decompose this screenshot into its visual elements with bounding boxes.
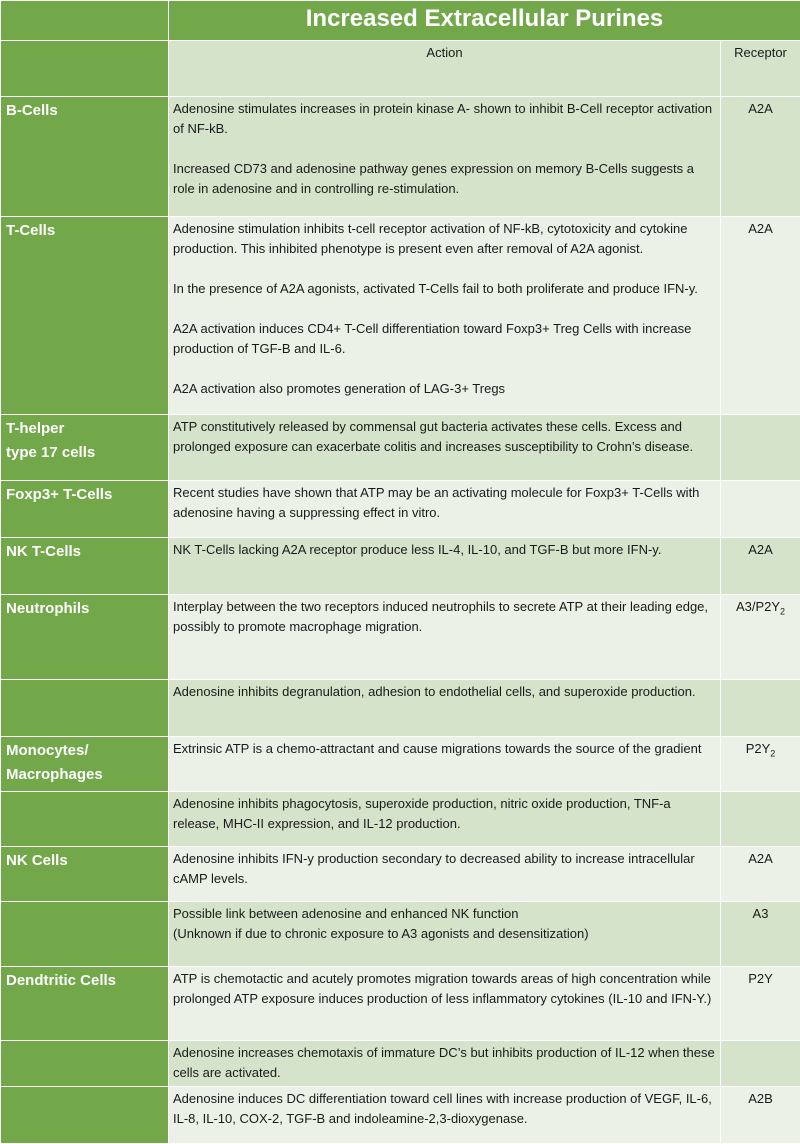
receptor-value: A2A xyxy=(748,101,773,116)
action-cell xyxy=(169,481,721,538)
table-row xyxy=(1,1087,800,1144)
cell-type-label xyxy=(1,737,169,792)
cell-type-label xyxy=(1,415,169,481)
cell-type-label-line: Dendtritic Cells xyxy=(6,969,168,993)
receptor-cell xyxy=(721,595,800,680)
receptor-value: P2Y xyxy=(748,971,773,986)
action-paragraph: Adenosine increases chemotaxis of immature DC’s but inhibits production of IL-12 when these cells are activated. xyxy=(173,1043,716,1083)
action-paragraph: Adenosine inhibits phagocytosis, superoxide production, nitric oxide production, TNF-a release, MHC-II expression, and IL-12 production. xyxy=(173,794,716,834)
receptor-value: A2B xyxy=(748,1091,773,1106)
receptor-value: A3/P2Y xyxy=(736,599,780,614)
receptor-cell xyxy=(721,1087,800,1144)
action-cell xyxy=(169,217,721,415)
receptor-cell xyxy=(721,680,800,737)
receptor-cell xyxy=(721,217,800,415)
action-paragraph: ATP is chemotactic and acutely promotes migration towards areas of high concentration while prolonged ATP exposure induces production of less inflammatory cytokines (IL-10 and IFN-Y.) xyxy=(173,969,716,1009)
cell-type-label-line: Macrophages xyxy=(6,763,168,787)
table-title: Increased Extracellular Purines xyxy=(169,1,800,41)
cell-type-label xyxy=(1,1087,169,1144)
action-cell xyxy=(169,967,721,1041)
cell-type-label xyxy=(1,792,169,847)
receptor-cell xyxy=(721,902,800,967)
table-row xyxy=(1,902,800,967)
receptor-subscript: 2 xyxy=(780,607,785,617)
receptor-cell xyxy=(721,538,800,595)
action-paragraph: Possible link between adenosine and enhanced NK function (Unknown if due to chronic exposure to A3 agonists and desensitization) xyxy=(173,904,716,944)
receptor-cell xyxy=(721,792,800,847)
cell-type-label-line: NK T-Cells xyxy=(6,540,168,564)
receptor-cell xyxy=(721,1041,800,1087)
receptor-value: A2A xyxy=(748,542,773,557)
action-paragraph: Adenosine inhibits IFN-y production secondary to decreased ability to increase intracellular cAMP levels. xyxy=(173,849,716,889)
cell-type-label xyxy=(1,97,169,217)
action-cell xyxy=(169,97,721,217)
cell-type-label xyxy=(1,967,169,1041)
receptor-cell xyxy=(721,415,800,481)
cell-type-label-line: Foxp3+ T-Cells xyxy=(6,483,168,507)
cell-type-label xyxy=(1,217,169,415)
receptor-column-header: Receptor xyxy=(721,41,800,97)
receptor-value: P2Y xyxy=(746,741,771,756)
title-row xyxy=(1,1,800,41)
receptor-subscript: 2 xyxy=(770,749,775,759)
action-paragraph: Adenosine induces DC differentiation toward cell lines with increase production of VEGF, IL-6, IL-8, IL-10, COX-2, TGF-B and indoleamine-2,3-dioxygenase. xyxy=(173,1089,716,1129)
cell-type-label xyxy=(1,595,169,680)
receptor-cell xyxy=(721,481,800,538)
action-cell xyxy=(169,792,721,847)
action-paragraph: Adenosine stimulates increases in protein kinase A- shown to inhibit B-Cell receptor activation of NF-kB. xyxy=(173,99,716,139)
action-paragraph: Recent studies have shown that ATP may be an activating molecule for Foxp3+ T-Cells with adenosine having a suppressing effect in vitro. xyxy=(173,483,716,523)
action-paragraph: Extrinsic ATP is a chemo-attractant and cause migrations towards the source of the gradient xyxy=(173,739,716,759)
table-row xyxy=(1,415,800,481)
cell-type-label xyxy=(1,481,169,538)
action-cell xyxy=(169,415,721,481)
action-cell xyxy=(169,1087,721,1144)
cell-type-label xyxy=(1,1041,169,1087)
table-row xyxy=(1,97,800,217)
receptor-cell xyxy=(721,967,800,1041)
table-row xyxy=(1,217,800,415)
table-row xyxy=(1,538,800,595)
action-paragraph: A2A activation also promotes generation of LAG-3+ Tregs xyxy=(173,379,716,399)
table-row xyxy=(1,792,800,847)
action-cell xyxy=(169,1041,721,1087)
cell-type-label-line: B-Cells xyxy=(6,99,168,123)
action-cell xyxy=(169,680,721,737)
action-paragraph: NK T-Cells lacking A2A receptor produce less IL-4, IL-10, and TGF-B but more IFN-y. xyxy=(173,540,716,560)
action-cell xyxy=(169,737,721,792)
table-row xyxy=(1,1041,800,1087)
receptor-value: A2A xyxy=(748,851,773,866)
cell-type-label xyxy=(1,902,169,967)
receptor-cell xyxy=(721,97,800,217)
action-column-header: Action xyxy=(169,41,721,97)
cell-type-label-line: Monocytes/ xyxy=(6,739,168,763)
header-corner-cell xyxy=(1,41,169,97)
table-row xyxy=(1,680,800,737)
action-paragraph: Adenosine inhibits degranulation, adhesion to endothelial cells, and superoxide production. xyxy=(173,682,716,702)
receptor-value: A2A xyxy=(748,221,773,236)
action-cell xyxy=(169,595,721,680)
title-corner-cell xyxy=(1,1,169,41)
action-cell xyxy=(169,538,721,595)
action-paragraph: Adenosine stimulation inhibits t-cell receptor activation of NF-kB, cytotoxicity and cytokine production. This inhibited phenotype is present even after removal of A2A agonist. xyxy=(173,219,716,259)
cell-type-label xyxy=(1,538,169,595)
cell-type-label xyxy=(1,847,169,902)
action-paragraph: Increased CD73 and adenosine pathway genes expression on memory B-Cells suggests a role in adenosine and in controlling re-stimulation. xyxy=(173,159,716,199)
table-row xyxy=(1,967,800,1041)
receptor-cell xyxy=(721,737,800,792)
cell-type-label-line: type 17 cells xyxy=(6,441,168,465)
table-row xyxy=(1,737,800,792)
table-row xyxy=(1,595,800,680)
action-paragraph: In the presence of A2A agonists, activated T-Cells fail to both proliferate and produce IFN-y. xyxy=(173,279,716,299)
cell-type-label-line: T-helper xyxy=(6,417,168,441)
action-cell xyxy=(169,847,721,902)
action-paragraph: ATP constitutively released by commensal gut bacteria activates these cells. Excess and prolonged exposure can exacerbate colitis and increases susceptibility to Crohn’s disease. xyxy=(173,417,716,457)
action-paragraph: Interplay between the two receptors induced neutrophils to secrete ATP at their leading edge, possibly to promote macrophage migration. xyxy=(173,597,716,637)
header-row xyxy=(1,41,800,97)
table-row xyxy=(1,847,800,902)
cell-type-label xyxy=(1,680,169,737)
action-paragraph: A2A activation induces CD4+ T-Cell differentiation toward Foxp3+ Treg Cells with increase production of TGF-B and IL-6. xyxy=(173,319,716,359)
table-row xyxy=(1,481,800,538)
cell-type-label-line: NK Cells xyxy=(6,849,168,873)
receptor-cell xyxy=(721,847,800,902)
receptor-value: A3 xyxy=(753,906,769,921)
action-cell xyxy=(169,902,721,967)
cell-type-label-line: Neutrophils xyxy=(6,597,168,621)
cell-type-label-line: T-Cells xyxy=(6,219,168,243)
